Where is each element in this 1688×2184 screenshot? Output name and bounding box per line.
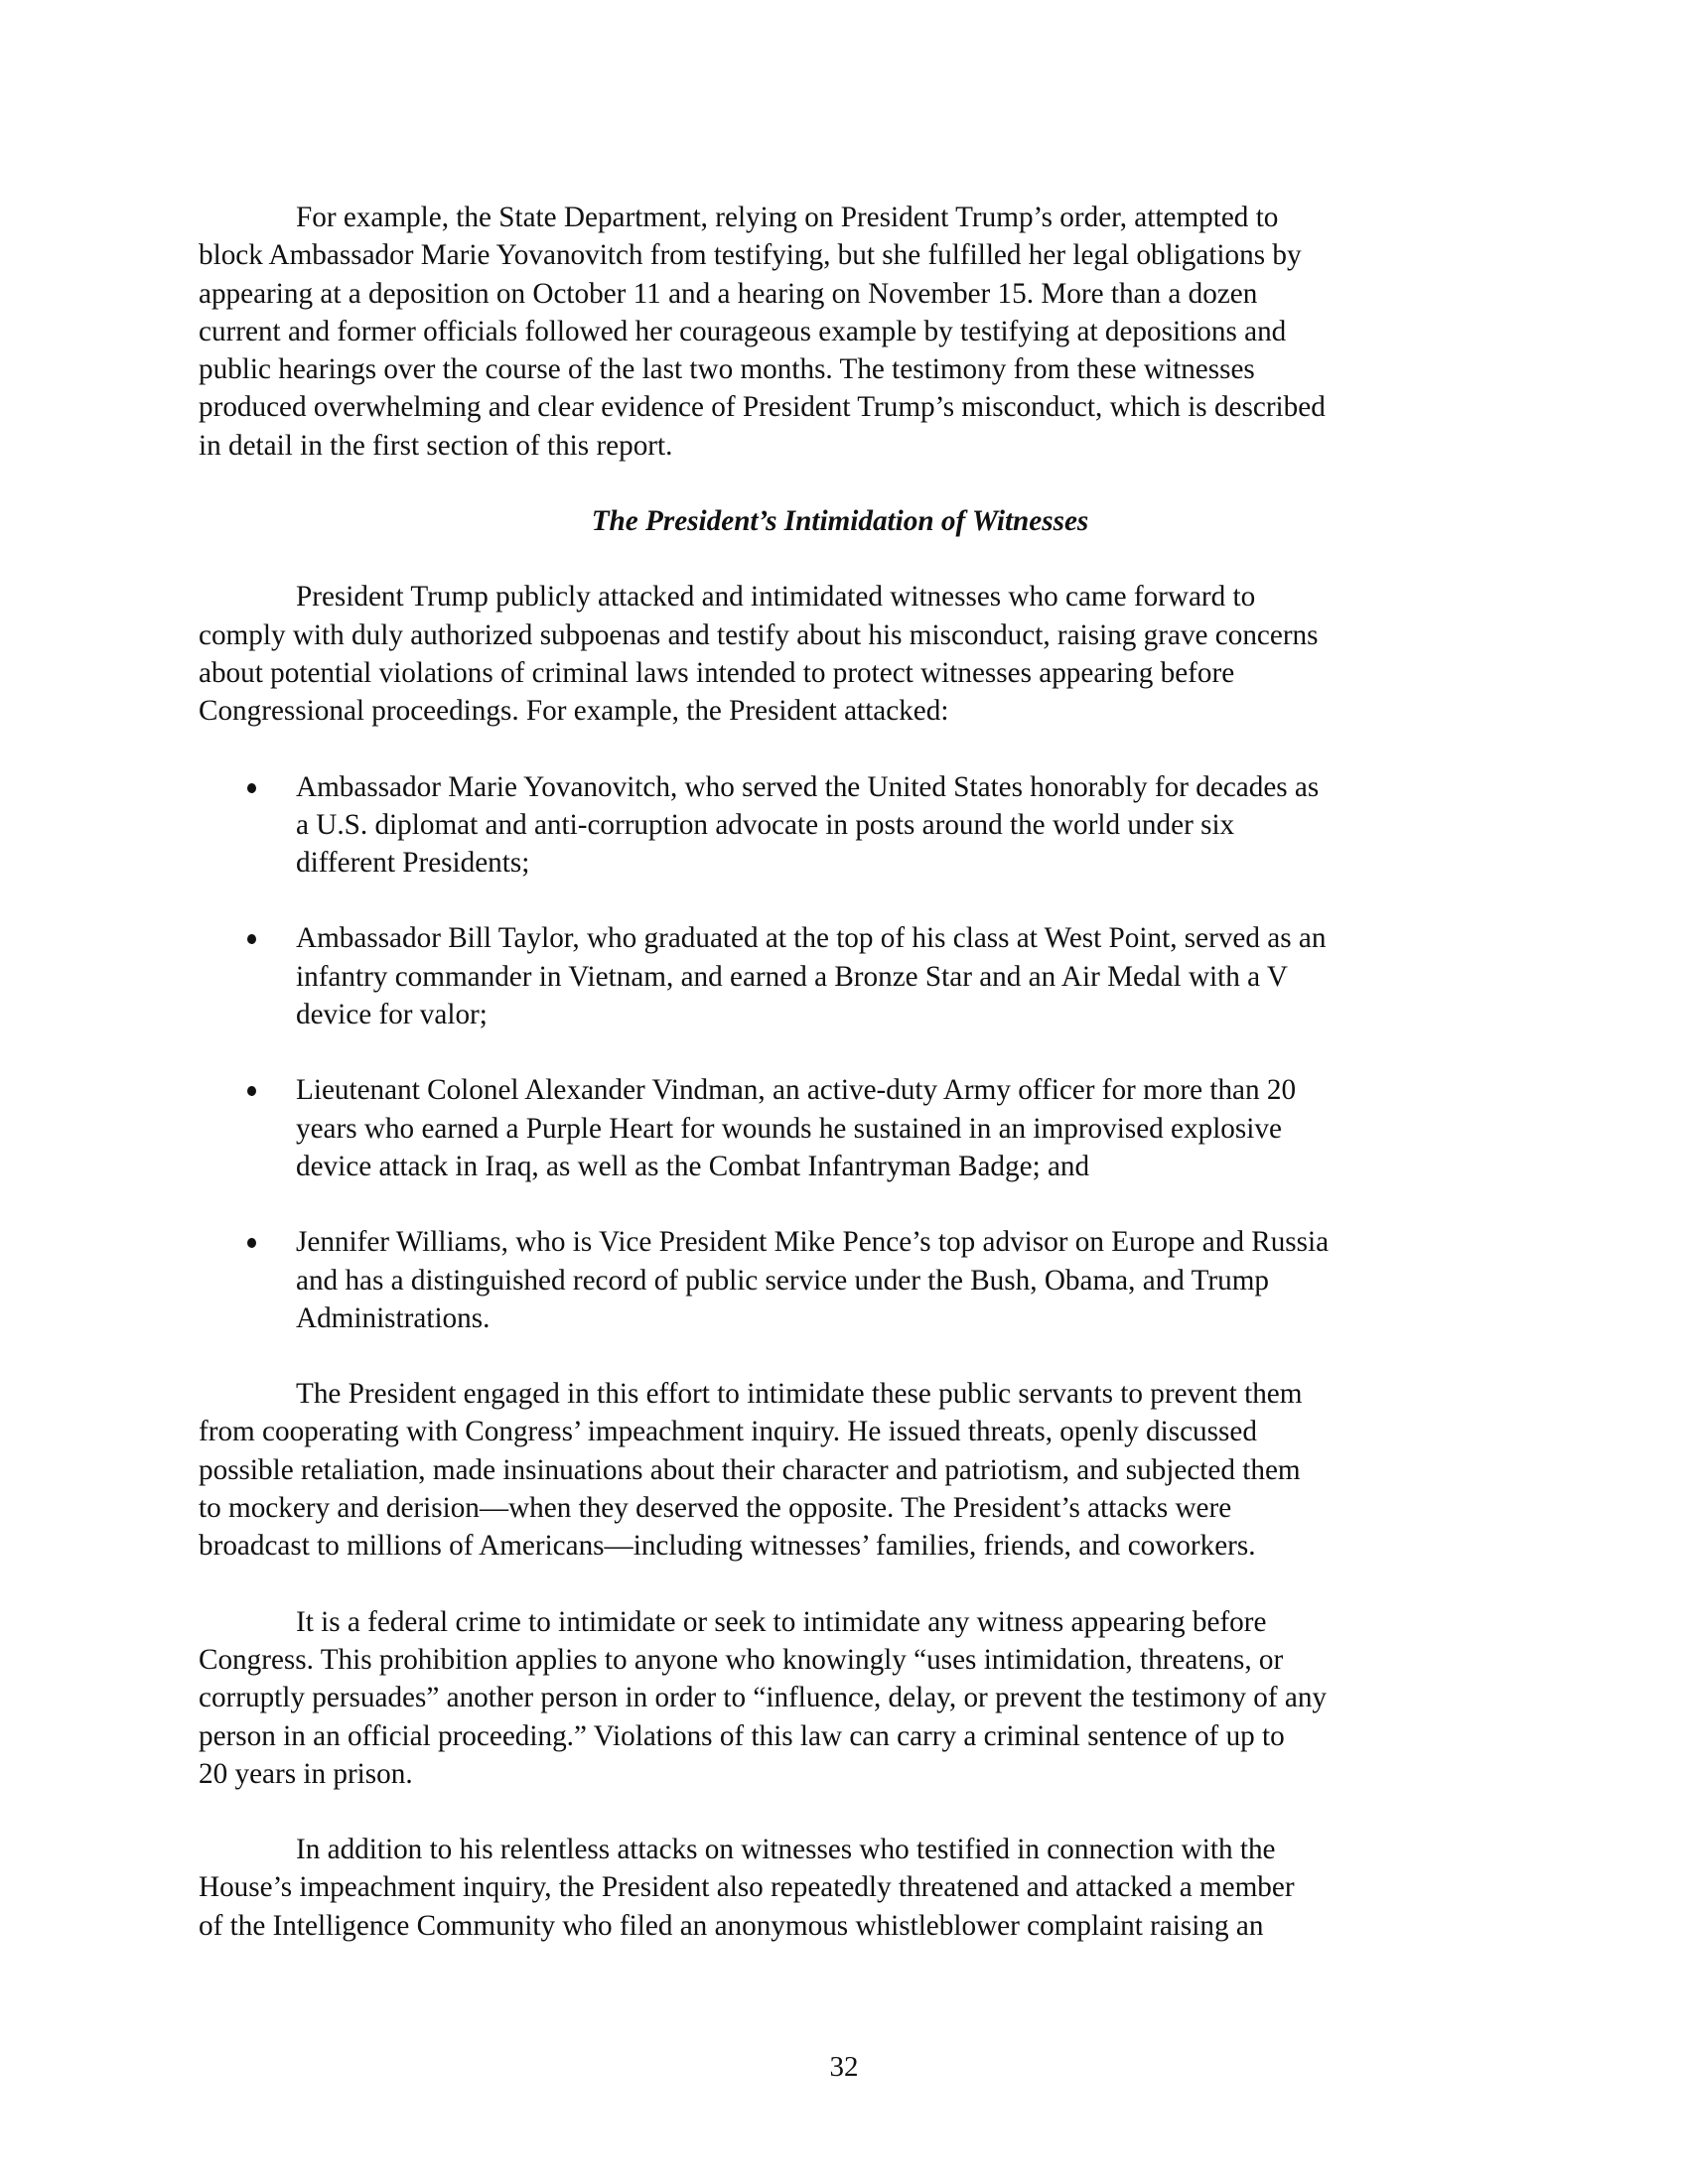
text-line: block Ambassador Marie Yovanovitch from testifying, but she fulfilled her legal obligations by	[199, 239, 1302, 272]
text-line: The President engaged in this effort to intimidate these public servants to prevent them	[296, 1378, 1303, 1411]
paragraph-intimidation-effort	[199, 1375, 1481, 1565]
bullet-icon	[247, 783, 256, 793]
text-line: infantry commander in Vietnam, and earned a Bronze Star and an Air Medal with a V	[296, 960, 1288, 993]
list-item-yovanovitch	[199, 768, 1481, 883]
text-line: appearing at a deposition on October 11 and a hearing on November 15. More than a dozen	[199, 277, 1258, 310]
text-line: years who earned a Purple Heart for wounds he sustained in an improvised explosive	[296, 1112, 1282, 1145]
witness-list	[199, 768, 1481, 1338]
paragraph-whistleblower	[199, 1831, 1481, 1945]
document-page	[199, 199, 1481, 1982]
text-line: from cooperating with Congress’ impeachment inquiry. He issued threats, openly discussed	[199, 1416, 1257, 1448]
text-line: possible retaliation, made insinuations about their character and patriotism, and subjected them	[199, 1453, 1301, 1486]
text-line: Ambassador Bill Taylor, who graduated at the top of his class at West Point, served as an	[296, 922, 1327, 955]
text-line: a U.S. diplomat and anti-corruption advocate in posts around the world under six	[296, 808, 1235, 841]
bullet-icon	[247, 934, 256, 944]
text-line: Jennifer Williams, who is Vice President Mike Pence’s top advisor on Europe and Russia	[296, 1226, 1330, 1259]
paragraph-state-department-example	[199, 199, 1481, 465]
text-line: It is a federal crime to intimidate or seek to intimidate any witness appearing before	[296, 1605, 1267, 1638]
bullet-icon	[247, 1238, 256, 1248]
text-line: President Trump publicly attacked and intimidated witnesses who came forward to	[296, 581, 1256, 614]
list-item-vindman	[199, 1071, 1481, 1185]
paragraph-intimidation-intro	[199, 578, 1481, 730]
text-line: 20 years in prison.	[199, 1757, 413, 1790]
text-line: In addition to his relentless attacks on witnesses who testified in connection with the	[296, 1834, 1276, 1866]
list-item-williams	[199, 1223, 1481, 1337]
text-line: device attack in Iraq, as well as the Combat Infantryman Badge; and	[296, 1150, 1090, 1182]
text-line: Administrations.	[296, 1301, 491, 1334]
text-line: about potential violations of criminal laws intended to protect witnesses appearing before	[199, 656, 1235, 689]
text-line: Congress. This prohibition applies to anyone who knowingly “uses intimidation, threatens, or	[199, 1643, 1284, 1676]
text-line: public hearings over the course of the last two months. The testimony from these witnesses	[199, 353, 1255, 386]
text-line: Ambassador Marie Yovanovitch, who served the United States honorably for decades as	[296, 770, 1320, 803]
bullet-icon	[247, 1086, 256, 1096]
text-line: device for valor;	[296, 999, 488, 1031]
paragraph-federal-crime	[199, 1603, 1481, 1793]
text-line: Congressional proceedings. For example, the President attacked:	[199, 695, 949, 728]
text-line: to mockery and derision—when they deserved the opposite. The President’s attacks were	[199, 1492, 1232, 1525]
text-line: corruptly persuades” another person in order to “influence, delay, or prevent the testimony of any	[199, 1682, 1328, 1714]
text-line: and has a distinguished record of public service under the Bush, Obama, and Trump	[296, 1264, 1270, 1297]
page-number: 32	[829, 2051, 859, 2083]
text-line: House’s impeachment inquiry, the President also repeatedly threatened and attacked a member	[199, 1871, 1295, 1904]
text-line: broadcast to millions of Americans—including witnesses’ families, friends, and coworkers.	[199, 1530, 1256, 1563]
text-line: in detail in the first section of this report.	[199, 429, 673, 462]
text-line: For example, the State Department, relying on President Trump’s order, attempted to	[296, 202, 1279, 233]
section-heading: The President’s Intimidation of Witnesses	[591, 505, 1089, 538]
list-item-taylor	[199, 919, 1481, 1033]
text-line: Lieutenant Colonel Alexander Vindman, an active-duty Army officer for more than 20	[296, 1074, 1297, 1107]
text-line: person in an official proceeding.” Violations of this law can carry a criminal sentence of up to	[199, 1719, 1285, 1752]
text-line: different Presidents;	[296, 847, 530, 880]
text-line: of the Intelligence Community who filed an anonymous whistleblower complaint raising an	[199, 1909, 1264, 1942]
text-line: comply with duly authorized subpoenas and testify about his misconduct, raising grave concerns	[199, 618, 1319, 651]
text-line: current and former officials followed her courageous example by testifying at depositions and	[199, 315, 1287, 347]
text-line: produced overwhelming and clear evidence of President Trump’s misconduct, which is described	[199, 391, 1326, 424]
